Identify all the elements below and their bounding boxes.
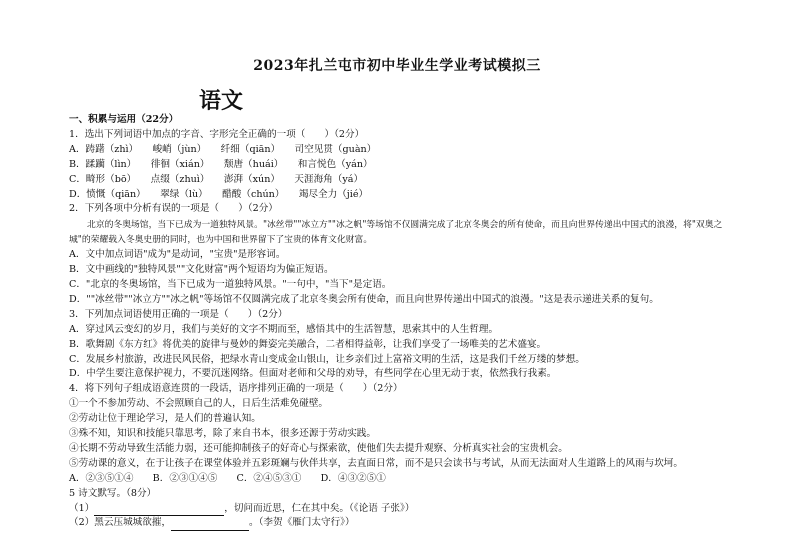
question-1-option-b: B．蹂躏（lìn） 徘徊（xián） 颓唐（huái） 和言悦色（yán） xyxy=(69,158,373,170)
question-2-option-d: D．""冰丝带""冰立方""冰之帆"等场馆不仅圆满完成了北京冬奥会所有使命，而且向世界传递出中国式的浪漫。"这是表示递进关系的复句。 xyxy=(69,293,659,305)
fill-blank-2[interactable] xyxy=(171,519,249,531)
question-5-stem: 5 诗文默写。（8分） xyxy=(69,487,157,499)
item-1-prefix: （1） xyxy=(69,502,95,514)
fill-blank-1[interactable] xyxy=(94,504,224,516)
subject-title: 语文 xyxy=(199,88,244,114)
item-2-prefix: （2）黑云压城城欲摧， xyxy=(69,517,172,529)
question-4-choices: A．②③⑤①④ B．②③①④⑤ C．②④⑤③① D．④③②⑤① xyxy=(69,472,386,484)
item-2-suffix: 。（李贺《雁门太守行》） xyxy=(249,517,355,529)
question-1-stem: 1．选出下列词语中加点的字音、字形完全正确的一项（ ）（2分） xyxy=(69,128,365,140)
exam-content xyxy=(69,113,729,531)
question-1-option-a: A．踌躇（zhì） 峻峭（jùn） 纤细（qiān） 司空见贯（guàn） xyxy=(69,143,377,155)
question-1-option-d: D．愤慨（qiān） 翠绿（lù） 醋酸（chún） 竭尽全力（jié） xyxy=(69,188,369,200)
question-4-sentence-4: ④长期不劳动导致生活能力弱，还可能抑制孩子的好奇心与探索欲，使他们失去提升观察、分析真实社会的宝贵机会。 xyxy=(69,442,568,454)
question-4-sentence-3: ③殊不知，知识和技能只靠思考，除了来自书本，很多还源于劳动实践。 xyxy=(69,428,376,440)
item-1-suffix: ，切问而近思，仁在其中矣。（《论语 子张》） xyxy=(224,502,415,514)
question-4-stem: 4．将下列句子组成语意连贯的一段话，语序排列正确的一项是（ ）（2分） xyxy=(69,383,403,395)
section-heading: 一、积累与运用（22分） xyxy=(69,114,179,125)
question-5-item-2 xyxy=(69,516,729,531)
exam-title: 2023年扎兰屯市初中毕业生学业考试模拟三 xyxy=(253,58,541,74)
question-1-option-c: C．畸形（bō） 点缀（zhuì） 澎湃（xún） 天涯海角（yá） xyxy=(69,173,364,185)
question-4-sentence-2: ②劳动让位于理论学习，是人们的普遍认知。 xyxy=(69,413,261,425)
question-3-option-d: D．中学生要注意保护视力，不要沉迷网络。但面对老师和父母的劝导，有些同学在心里无动于衷，依然我行我素。 xyxy=(69,368,557,380)
question-3-stem: 3．下列加点词语使用正确的一项是（ ）（2分） xyxy=(69,308,288,320)
question-4-sentence-5: ⑤劳动课的意义，在于让孩子在课堂体验并五彩斑斓与伙伴共享，去直面日常，而不是只会读书与考试，从而无法面对人生道路上的风雨与坎坷。 xyxy=(69,457,683,469)
question-3-option-b: B．歌舞剧《东方红》将优美的旋律与曼妙的舞姿完美融合，二者相得益彰，让我们享受了一场唯美的艺术盛宴。 xyxy=(69,338,547,350)
question-5-item-1 xyxy=(69,502,729,517)
question-2-option-b: B．文中画线的"独特风景""文化财富"两个短语均为偏正短语。 xyxy=(69,264,334,276)
question-2-stem: 2．下列各项中分析有误的一项是（ ）（2分） xyxy=(69,203,278,215)
question-2-passage: 北京的冬奥场馆，当下已成为一道独特风景。"冰丝带""冰立方""冰之帆"等场馆不仅圆满完成了北京冬奥会的所有使命，而且向世界传递出中国式的浪漫，将"双奥之城"的荣耀载入冬奥史册的同时，也为中国和世界留下了宝贵的体育文化财富。 xyxy=(69,220,723,245)
question-3-option-a: A．穿过风云变幻的岁月，我们与美好的文字不期而至，感悟其中的生活智慧，思索其中的人生哲理。 xyxy=(69,323,499,335)
question-4-sentence-1: ①一个不参加劳动、不会照顾自己的人，日后生活难免碰壁。 xyxy=(69,398,329,410)
question-2-option-c: C．"北京的冬奥场馆，当下已成为一道独特风景。"一句中，"当下"是定语。 xyxy=(69,278,392,290)
question-3-option-c: C．发展乡村旅游，改进民风民俗，把绿水青山变成金山银山，让乡亲们过上富裕文明的生活，这是我们千丝万缕的梦想。 xyxy=(69,353,585,365)
question-2-option-a: A．文中加点词语"成为"是动词，"宝贵"是形容词。 xyxy=(69,249,286,261)
